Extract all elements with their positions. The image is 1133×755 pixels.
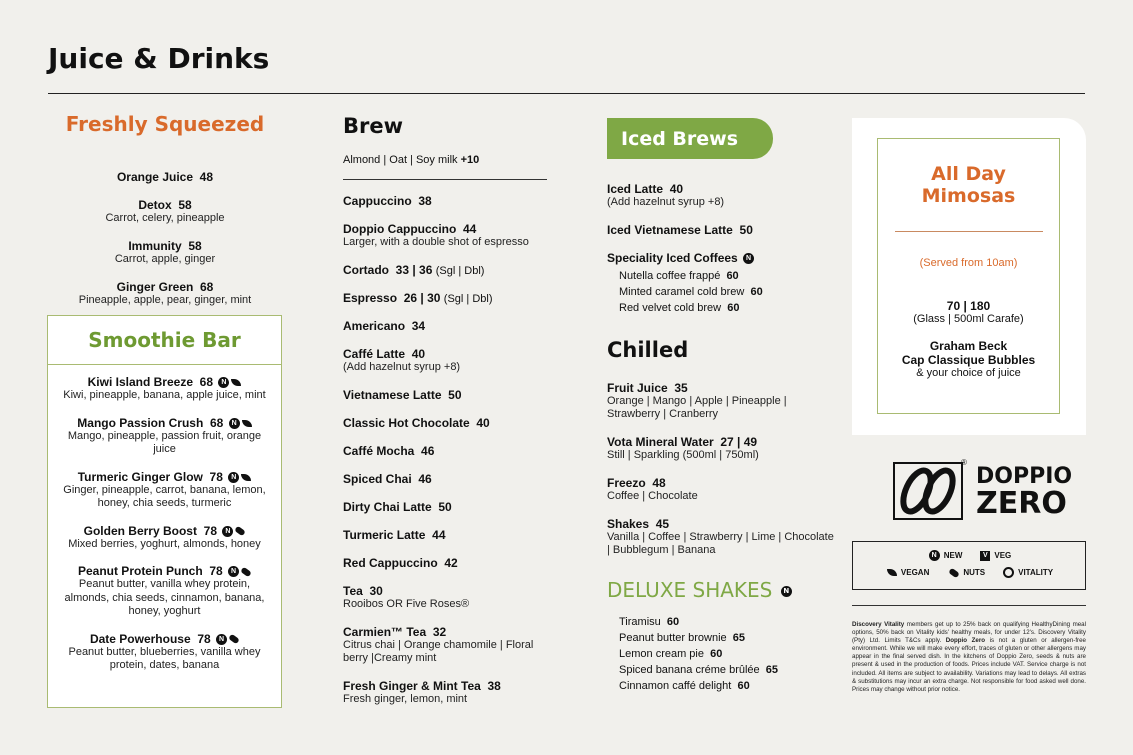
brew-divider bbox=[343, 179, 547, 180]
item-price: 46 bbox=[418, 472, 432, 486]
item-price: 68 bbox=[210, 415, 224, 430]
item-name: Kiwi Island Breeze bbox=[87, 375, 193, 389]
item-price: 58 bbox=[178, 198, 192, 212]
menu-item bbox=[48, 198, 282, 225]
menu-item bbox=[607, 251, 837, 316]
item-price: 42 bbox=[444, 556, 458, 570]
sub-item-name: Cinnamon caffé delight bbox=[619, 680, 732, 692]
menu-item bbox=[58, 375, 271, 403]
item-name: Americano bbox=[343, 319, 406, 333]
sub-item-price: 65 bbox=[765, 664, 779, 676]
legend-label: VITALITY bbox=[1018, 568, 1054, 577]
item-name: Fresh Ginger & Mint Tea bbox=[343, 679, 481, 693]
sub-item-name: Peanut butter brownie bbox=[619, 632, 727, 644]
item-name: Turmeric Latte bbox=[343, 528, 426, 542]
menu-item bbox=[343, 263, 553, 277]
sub-item bbox=[619, 284, 837, 300]
sub-item-name: Minted caramel cold brew bbox=[619, 286, 745, 298]
sub-item bbox=[619, 268, 837, 284]
item-price: 78 bbox=[203, 523, 218, 538]
menu-item bbox=[343, 584, 553, 611]
logo-text-line1: DOPPIO bbox=[976, 464, 1073, 489]
fine-print-text1: members get up to 25% back on qualifying HealthyDining meal options, 50% back on Vitality kids' healthy meals, for under 12's. Discovery Vitality (Pty) Ltd. Limits T&Cs apply. bbox=[852, 621, 1086, 645]
legend-new bbox=[927, 550, 963, 561]
sub-item bbox=[619, 662, 839, 678]
smoothie-bar-title: Smoothie Bar bbox=[88, 328, 241, 352]
milk-options-text: Almond | Oat | Soy milk bbox=[343, 154, 458, 166]
sub-item-price: 60 bbox=[727, 302, 740, 314]
menu-item bbox=[343, 679, 553, 706]
item-price: 50 bbox=[438, 500, 452, 514]
item-price: 45 bbox=[655, 517, 670, 531]
menu-item bbox=[607, 517, 837, 557]
item-price: 38 bbox=[487, 679, 501, 693]
sub-item bbox=[619, 678, 839, 694]
menu-item bbox=[607, 381, 837, 421]
menu-item bbox=[343, 625, 553, 665]
item-price: 68 bbox=[199, 375, 214, 389]
item-name: Freezo bbox=[607, 476, 646, 490]
deluxe-shakes-list bbox=[619, 614, 839, 694]
menu-item bbox=[607, 476, 837, 503]
sub-item-price: 60 bbox=[666, 616, 680, 628]
mimosas-price: 70 | 180 bbox=[946, 299, 991, 313]
item-name: Iced Latte bbox=[607, 182, 664, 196]
speciality-list bbox=[607, 268, 837, 316]
item-description: Carrot, celery, pineapple bbox=[105, 212, 225, 224]
item-name: Carmien™ Tea bbox=[343, 625, 427, 639]
item-description: Still | Sparkling (500ml | 750ml) bbox=[607, 449, 759, 461]
item-description: (Add hazelnut syrup +8) bbox=[607, 196, 725, 208]
item-price: 44 bbox=[432, 528, 446, 542]
menu-item bbox=[343, 556, 553, 570]
fine-print-text2: is not a gluten or allergen-free environment. While we will make every effort, traces of gluten or other allergens may appear in the final served dish. In the kitchens of Doppio Zero, seeds & nuts are present & used in the production of foods. Prices include VAT. Service charge is not included. All items are subject to availability. Variations may lead to delays. All extras & substitutions may incur an extra charge. Not responsible for food asked well done. Prices may change without prior notice. bbox=[852, 637, 1086, 693]
item-description: Peanut butter, vanilla whey protein, almonds, chia seeds, cinnamon, banana, honey, yoghurt bbox=[64, 578, 265, 617]
menu-item bbox=[343, 388, 553, 402]
item-description: (Add hazelnut syrup +8) bbox=[343, 361, 461, 373]
item-name: Detox bbox=[138, 198, 172, 212]
sub-item-name: Red velvet cold brew bbox=[619, 302, 722, 314]
brew-title: Brew bbox=[343, 114, 404, 138]
sub-item-name: Tiramisu bbox=[619, 616, 661, 628]
item-description: Vanilla | Coffee | Strawberry | Lime | Chocolate | Bubblegum | Banana bbox=[607, 531, 834, 556]
item-name: Golden Berry Boost bbox=[83, 523, 197, 538]
legend-vitality bbox=[1003, 567, 1053, 578]
mimosas-divider bbox=[895, 231, 1043, 232]
item-description: Rooibos OR Five Roses® bbox=[343, 598, 470, 610]
item-price: 78 bbox=[209, 469, 223, 484]
menu-item bbox=[48, 280, 282, 307]
sub-item-name: Lemon cream pie bbox=[619, 648, 704, 660]
item-description: Mixed berries, yoghurt, almonds, honey bbox=[68, 537, 261, 550]
item-name: Caffé Latte bbox=[343, 347, 406, 361]
menu-item bbox=[58, 524, 271, 552]
item-description: Peanut butter, blueberries, vanilla whey protein, dates, banana bbox=[68, 645, 261, 671]
menu-item bbox=[48, 170, 282, 184]
mimosas-title-line1: All Day bbox=[931, 163, 1006, 185]
menu-item bbox=[343, 319, 553, 333]
item-name: Cappuccino bbox=[343, 194, 412, 208]
item-description: Mango, pineapple, passion fruit, orange juice bbox=[67, 429, 262, 455]
item-name: Vota Mineral Water bbox=[607, 435, 714, 449]
freshly-squeezed-title: Freshly Squeezed bbox=[65, 112, 265, 136]
new-icon: N bbox=[781, 586, 792, 597]
mimosas-wine bbox=[878, 339, 1059, 367]
item-name: Shakes bbox=[607, 517, 650, 531]
item-name: Tea bbox=[343, 584, 363, 598]
item-price: 40 bbox=[476, 416, 490, 430]
milk-options-price: +10 bbox=[460, 154, 480, 166]
new-icon: N bbox=[222, 526, 233, 537]
legend-label: NUTS bbox=[963, 568, 986, 577]
item-name: Classic Hot Chocolate bbox=[343, 416, 470, 430]
item-name: Doppio Cappuccino bbox=[343, 222, 457, 236]
sub-item-price: 65 bbox=[732, 632, 746, 644]
milk-options bbox=[343, 154, 553, 166]
nuts-icon bbox=[235, 526, 247, 537]
item-note: (Sgl | Dbl) bbox=[435, 265, 485, 277]
new-icon: N bbox=[216, 634, 227, 645]
item-description: Coffee | Chocolate bbox=[607, 490, 698, 502]
chilled-section bbox=[607, 381, 837, 571]
item-name: Peanut Protein Punch bbox=[77, 564, 203, 578]
item-price: 44 bbox=[463, 222, 477, 236]
item-name: Espresso bbox=[343, 291, 398, 305]
freshly-squeezed-section bbox=[48, 112, 282, 307]
fine-print-brand2: Doppio Zero bbox=[945, 637, 986, 645]
vitality-icon bbox=[1003, 567, 1014, 578]
item-description: Orange | Mango | Apple | Pineapple | Strawberry | Cranberry bbox=[607, 395, 787, 420]
sub-item-price: 60 bbox=[726, 270, 739, 282]
item-name: Caffé Mocha bbox=[343, 444, 415, 458]
menu-item bbox=[343, 194, 553, 208]
vegan-leaf-icon bbox=[887, 569, 897, 576]
title-divider bbox=[48, 93, 1085, 94]
logo-registered: ® bbox=[961, 458, 967, 467]
vegan-leaf-icon bbox=[241, 474, 251, 481]
menu-item bbox=[58, 632, 271, 673]
menu-item bbox=[58, 564, 271, 619]
item-description: Ginger, pineapple, carrot, banana, lemon, honey, chia seeds, turmeric bbox=[63, 483, 266, 509]
nuts-icon bbox=[228, 634, 240, 645]
new-icon: N bbox=[929, 550, 940, 561]
dietary-legend bbox=[852, 541, 1086, 590]
mimosas-title-line2: Mimosas bbox=[921, 185, 1016, 207]
item-note: (Sgl | Dbl) bbox=[443, 293, 493, 305]
menu-item bbox=[607, 223, 837, 237]
item-price: 68 bbox=[200, 280, 214, 294]
item-price: 78 bbox=[197, 631, 211, 646]
menu-item bbox=[58, 416, 271, 457]
new-icon: N bbox=[229, 418, 240, 429]
item-price: 33 | 36 bbox=[395, 263, 433, 277]
item-name: Speciality Iced Coffees bbox=[607, 251, 738, 265]
logo-mark-icon bbox=[893, 462, 963, 520]
menu-item bbox=[607, 182, 837, 209]
item-name: Turmeric Ginger Glow bbox=[77, 469, 203, 484]
nuts-icon bbox=[240, 567, 252, 578]
sub-item-name: Spiced banana créme brûlée bbox=[619, 664, 760, 676]
menu-item bbox=[607, 435, 837, 462]
iced-brews-title: Iced Brews bbox=[607, 118, 773, 159]
item-name: Spiced Chai bbox=[343, 472, 412, 486]
item-name: Cortado bbox=[343, 263, 389, 277]
item-price: 35 bbox=[674, 381, 688, 395]
item-price: 50 bbox=[739, 223, 753, 237]
legend-nuts bbox=[947, 568, 985, 577]
item-price: 50 bbox=[448, 388, 462, 402]
sub-item bbox=[619, 300, 837, 316]
mimosas-card bbox=[852, 118, 1086, 435]
item-price: 34 bbox=[411, 319, 426, 333]
new-icon: N bbox=[228, 472, 239, 483]
item-price: 78 bbox=[209, 564, 223, 578]
sub-item bbox=[619, 630, 839, 646]
mimosas-title bbox=[878, 163, 1059, 207]
doppio-zero-logo bbox=[893, 458, 1073, 522]
item-price: 46 bbox=[421, 444, 435, 458]
mimosas-juice: & your choice of juice bbox=[916, 367, 1021, 379]
item-name: Red Cappuccino bbox=[343, 556, 438, 570]
legend-label: VEGAN bbox=[900, 568, 930, 577]
item-name: Ginger Green bbox=[116, 280, 194, 294]
legend-label: VEG bbox=[994, 551, 1012, 560]
legend-veg bbox=[980, 551, 1011, 561]
item-price: 40 bbox=[411, 347, 426, 361]
vegan-leaf-icon bbox=[231, 379, 241, 386]
item-name: Mango Passion Crush bbox=[77, 415, 204, 430]
mimosas-wine-line2: Cap Classique Bubbles bbox=[901, 353, 1036, 367]
menu-item bbox=[343, 500, 553, 514]
fine-print bbox=[852, 621, 1086, 694]
menu-item bbox=[343, 416, 553, 430]
sub-item bbox=[619, 646, 839, 662]
iced-brews-section bbox=[607, 182, 837, 330]
item-description: Kiwi, pineapple, banana, apple juice, mint bbox=[63, 389, 266, 401]
item-description: Larger, with a double shot of espresso bbox=[343, 236, 529, 248]
item-name: Orange Juice bbox=[116, 170, 193, 184]
item-price: 48 bbox=[652, 476, 666, 490]
new-icon: N bbox=[743, 253, 754, 264]
menu-item bbox=[343, 222, 553, 249]
item-price: 38 bbox=[418, 194, 432, 208]
item-description: Carrot, apple, ginger bbox=[114, 253, 216, 265]
item-name: Dirty Chai Latte bbox=[343, 500, 432, 514]
nuts-icon bbox=[949, 567, 961, 578]
new-icon: N bbox=[218, 377, 229, 388]
item-price: 27 | 49 bbox=[720, 435, 758, 449]
fine-print-brand1: Discovery Vitality bbox=[852, 621, 905, 628]
mimosas-frame bbox=[877, 138, 1060, 414]
fine-print-divider bbox=[852, 605, 1086, 606]
sub-item-price: 60 bbox=[710, 648, 723, 660]
brew-section bbox=[343, 114, 553, 720]
sub-item-price: 60 bbox=[737, 680, 750, 692]
page-title: Juice & Drinks bbox=[48, 42, 270, 75]
item-price: 58 bbox=[188, 239, 202, 253]
item-price: 26 | 30 bbox=[403, 291, 441, 305]
mimosas-sizes: (Glass | 500ml Carafe) bbox=[913, 313, 1024, 325]
mimosas-served-time: (Served from 10am) bbox=[919, 257, 1018, 269]
item-name: Fruit Juice bbox=[607, 381, 668, 395]
item-price: 30 bbox=[369, 584, 383, 598]
item-description: Fresh ginger, lemon, mint bbox=[343, 693, 468, 705]
mimosas-wine-line1: Graham Beck bbox=[929, 339, 1008, 353]
legend-vegan bbox=[885, 568, 929, 577]
chilled-title: Chilled bbox=[607, 338, 689, 362]
item-price: 32 bbox=[432, 625, 447, 639]
legend-label: NEW bbox=[943, 551, 963, 560]
item-name: Date Powerhouse bbox=[89, 631, 191, 646]
smoothie-bar-header bbox=[48, 316, 281, 365]
item-description: Pineapple, apple, pear, ginger, mint bbox=[78, 294, 252, 306]
vegan-leaf-icon bbox=[242, 420, 252, 427]
logo-text-line2: ZERO bbox=[976, 486, 1067, 521]
deluxe-shakes-title bbox=[607, 578, 792, 602]
smoothie-bar-panel bbox=[47, 315, 282, 708]
menu-item bbox=[343, 472, 553, 486]
item-name: Iced Vietnamese Latte bbox=[607, 223, 733, 237]
sub-item-name: Nutella coffee frappé bbox=[619, 270, 721, 282]
veg-icon: V bbox=[980, 551, 990, 561]
item-price: 48 bbox=[199, 170, 214, 184]
menu-item bbox=[343, 347, 553, 374]
menu-item bbox=[58, 470, 271, 511]
item-name: Immunity bbox=[128, 239, 182, 253]
sub-item-price: 60 bbox=[750, 286, 763, 298]
menu-item bbox=[343, 291, 553, 305]
deluxe-shakes-title-text: DELUXE SHAKES bbox=[607, 578, 773, 602]
item-price: 40 bbox=[669, 182, 684, 196]
item-description: Citrus chai | Orange chamomile | Floral berry |Creamy mint bbox=[343, 639, 534, 664]
menu-item bbox=[343, 528, 553, 542]
item-name: Vietnamese Latte bbox=[343, 388, 442, 402]
logo-text bbox=[976, 464, 1073, 521]
sub-item bbox=[619, 614, 839, 630]
menu-item bbox=[48, 239, 282, 266]
new-icon: N bbox=[228, 566, 239, 577]
menu-item bbox=[343, 444, 553, 458]
